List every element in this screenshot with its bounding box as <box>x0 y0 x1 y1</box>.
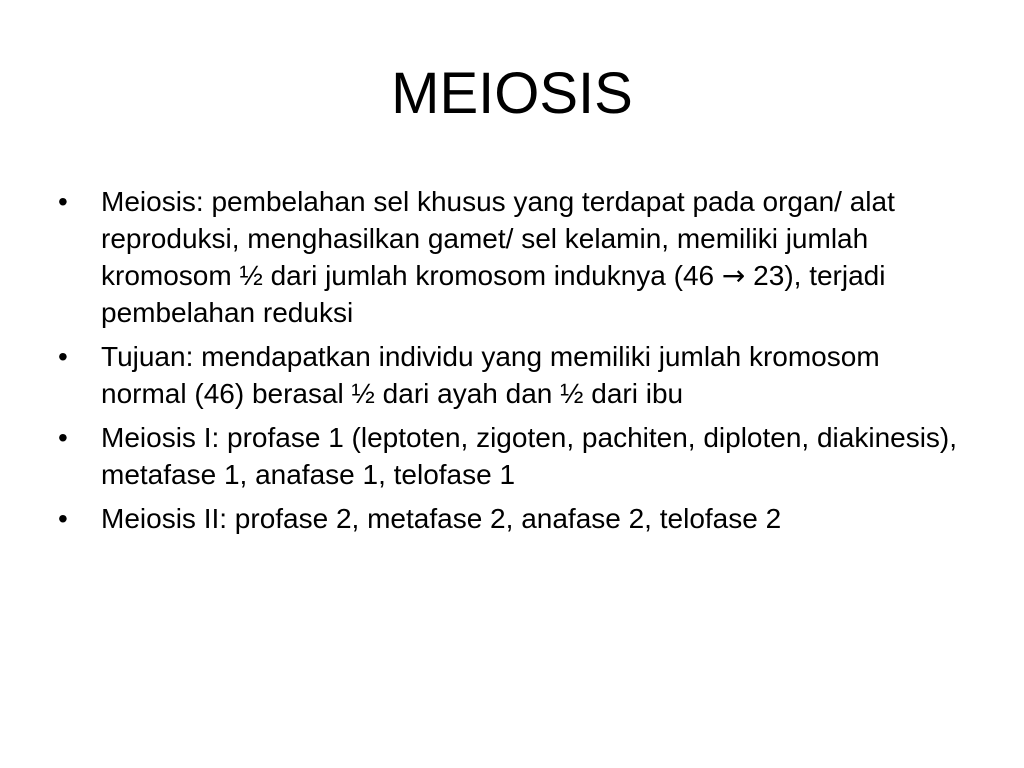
bullet-text-definition-part-1: Meiosis: pembelahan sel khusus yang terdapat pada organ/ alat reproduksi, menghasilkan gamet/ sel kelamin, memiliki jumlah kromosom ½ dari jumlah kromosom induknya (46 <box>101 186 895 291</box>
bullet-item-meiosis-2 <box>58 500 958 537</box>
bullet-text-meiosis-2: Meiosis II: profase 2, metafase 2, anafase 2, telofase 2 <box>101 503 782 534</box>
slide-title: MEIOSIS <box>391 61 633 126</box>
bullet-item-definition <box>58 183 958 331</box>
bullet-text-meiosis-1: Meiosis I: profase 1 (leptoten, zigoten, pachiten, diploten, diakinesis), metafase 1, anafase 1, telofase 1 <box>101 422 958 490</box>
bullet-text-definition-part-2: 23), terjadi pembelahan reduksi <box>101 260 886 328</box>
bullet-marker: • <box>58 422 68 453</box>
bullet-marker: • <box>58 341 68 372</box>
bullet-text-purpose: Tujuan: mendapatkan individu yang memiliki jumlah kromosom normal (46) berasal ½ dari ayah dan ½ dari ibu <box>101 341 880 409</box>
bullet-marker: • <box>58 186 68 217</box>
bullet-item-meiosis-1 <box>58 419 958 493</box>
bullet-item-purpose <box>58 338 958 412</box>
bullet-text-definition <box>101 186 895 328</box>
bullet-list <box>58 183 958 544</box>
right-arrow-icon: → <box>721 259 746 292</box>
bullet-marker: • <box>58 503 68 534</box>
